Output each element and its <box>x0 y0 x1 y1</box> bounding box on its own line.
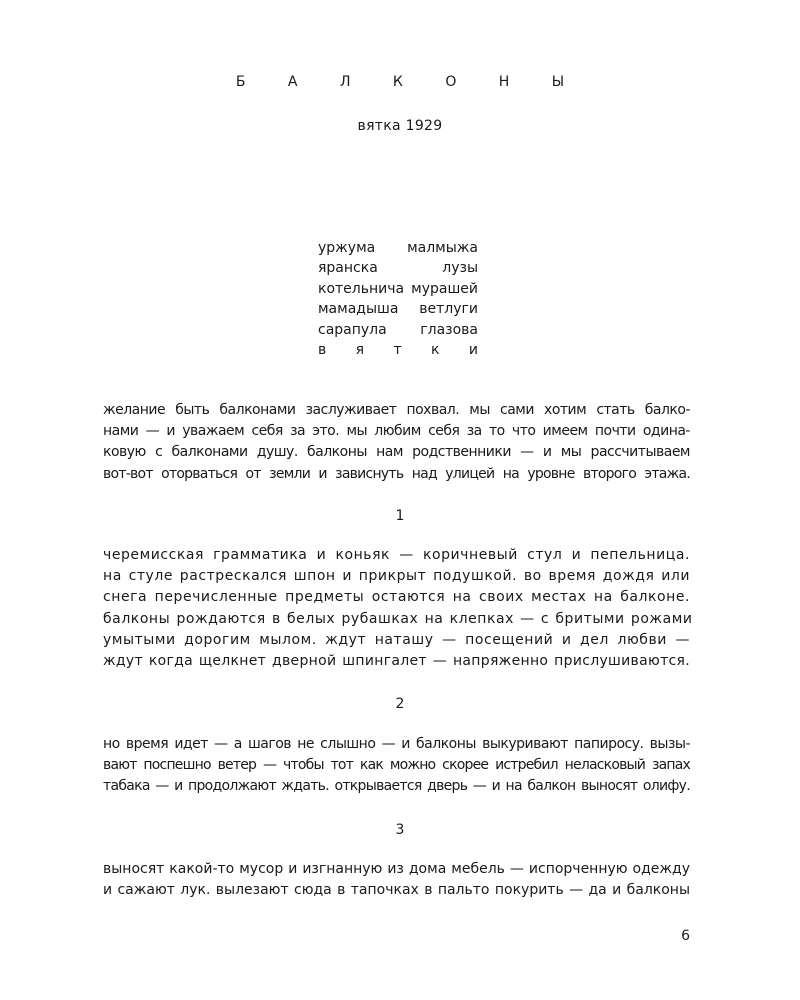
intro-paragraph <box>103 400 690 485</box>
poem-word: сарапула <box>318 321 387 338</box>
poem-letter: я <box>355 341 365 358</box>
section-number: 2 <box>395 696 405 712</box>
poem-word: ветлуги <box>419 301 478 318</box>
section-number: 3 <box>395 822 405 838</box>
poem-row <box>318 320 478 340</box>
text-line: снега перечисленные предметы остаются на своих местах на балконе. <box>103 589 690 606</box>
text-line: ковую с балконами душу. балконы нам родственники — и мы рассчитываем <box>103 444 690 461</box>
text-line: желание быть балконами заслуживает похвал. мы сами хотим стать балко- <box>103 402 690 418</box>
text-line: но время идет — а шагов не слышно — и балконы выкуривают папиросу. вызы- <box>103 736 690 752</box>
text-line: вают поспешно ветер — чтобы тот как можно скорее истребил неласковый запах <box>103 757 690 774</box>
section-paragraph <box>103 545 693 672</box>
text-line: табака — и продолжают ждать. открывается дверь — и на балкон выносят олифу. <box>103 778 690 795</box>
page-subtitle: вятка 1929 <box>357 118 443 134</box>
poem-letter: к <box>431 341 440 358</box>
poem-word: глазова <box>420 321 478 338</box>
text-line: ждут когда щелкнет дверной шпингалет — напряженно прислушиваются. <box>103 653 690 670</box>
text-line: нами — и уважаем себя за это. мы любим себя за то что имеем почти одина- <box>103 423 690 440</box>
page-title: Б А Л К О Н Ы <box>235 74 584 90</box>
section-paragraph <box>103 859 690 901</box>
poem-word: мурашей <box>411 280 478 297</box>
section-paragraph <box>103 734 690 798</box>
poem-word: котельнича <box>318 280 405 297</box>
section-number: 1 <box>395 508 405 524</box>
poem-letter: в <box>318 341 327 358</box>
poem-row <box>318 299 478 319</box>
poem-row <box>318 340 478 360</box>
poem-row <box>318 279 478 299</box>
poem-row <box>318 238 478 258</box>
poem-word: мамадыша <box>318 301 399 318</box>
text-line: черемисская грамматика и коньяк — коричневый стул и пепельница. <box>103 547 690 563</box>
poem-word: уржума <box>318 240 376 256</box>
page-number: 6 <box>681 928 690 944</box>
text-line: выносят какой-то мусор и изгнанную из дома мебель — испорченную одежду <box>103 861 690 877</box>
poem-block <box>318 238 478 360</box>
poem-word: малмыжа <box>407 240 478 256</box>
poem-row <box>318 258 478 278</box>
text-line: балконы рождаются в белых рубашках на клепках — с бритыми рожами <box>103 610 693 627</box>
text-line: вот-вот оторваться от земли и зависнуть над улицей на уровне второго этажа. <box>103 465 690 482</box>
text-line: на стуле растрескался шпон и прикрыт подушкой. во время дождя или <box>103 568 690 585</box>
text-line: умытыми дорогим мылом. ждут наташу — посещений и дел любви — <box>103 631 690 648</box>
poem-word: лузы <box>442 260 478 277</box>
text-line: и сажают лук. вылезают сюда в тапочках в пальто покурить — да и балконы <box>103 882 690 899</box>
poem-letter: и <box>468 341 478 358</box>
poem-letter: т <box>393 341 402 358</box>
poem-word: яранска <box>318 260 378 277</box>
